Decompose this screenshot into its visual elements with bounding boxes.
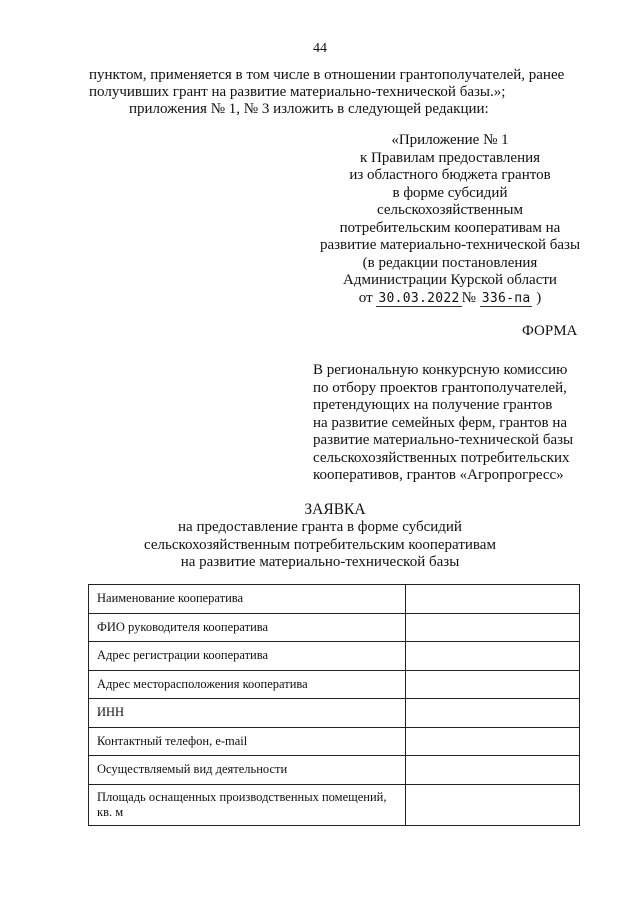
appendix-header bbox=[300, 132, 600, 307]
row-label: Адрес регистрации кооператива bbox=[89, 642, 406, 671]
table-row bbox=[89, 642, 580, 671]
appendix-line: «Приложение № 1 bbox=[391, 132, 509, 148]
appendix-date-line bbox=[300, 290, 600, 308]
addressee-line: претендующих на получение грантов bbox=[313, 397, 553, 413]
row-value bbox=[405, 613, 579, 642]
appendix-line: к Правилам предоставления bbox=[359, 149, 541, 166]
appendix-line: из областного бюджета грантов bbox=[349, 167, 551, 183]
row-value bbox=[405, 585, 579, 614]
appendix-line: сельскохозяйственным bbox=[377, 202, 523, 218]
addressee-line: кооперативов, грантов «Агропрогресс» bbox=[313, 467, 564, 483]
number-sign: № bbox=[461, 289, 476, 306]
row-label: Площадь оснащенных производственных помещений, кв. м bbox=[89, 784, 406, 825]
title-line: на предоставление гранта в форме субсидий bbox=[178, 519, 462, 535]
forma-label: ФОРМА bbox=[522, 323, 578, 339]
row-value bbox=[405, 784, 579, 825]
row-value bbox=[405, 670, 579, 699]
intro-line-2: получивших грант на развитие материально-технической базы.»; bbox=[89, 84, 506, 100]
intro-line-1: пунктом, применяется в том числе в отношении грантополучателей, ранее bbox=[89, 67, 565, 83]
appendix-line: Администрации Курской области bbox=[343, 272, 557, 288]
row-label: Адрес месторасположения кооператива bbox=[89, 670, 406, 699]
application-title bbox=[0, 500, 640, 572]
table-row bbox=[89, 699, 580, 728]
table-row bbox=[89, 756, 580, 785]
table-row bbox=[89, 670, 580, 699]
table-row bbox=[89, 784, 580, 825]
intro-line-3: приложения № 1, № 3 изложить в следующей редакции: bbox=[129, 101, 489, 117]
date-prefix: от bbox=[358, 289, 373, 306]
table-row bbox=[89, 727, 580, 756]
title-heading: ЗАЯВКА bbox=[304, 501, 366, 518]
addressee-line: В региональную конкурсную комиссию bbox=[313, 362, 568, 378]
row-value bbox=[405, 727, 579, 756]
closing-paren: ) bbox=[536, 289, 542, 306]
appendix-line: в форме субсидий bbox=[392, 184, 508, 201]
addressee-line: сельскохозяйственных потребительских bbox=[313, 449, 570, 466]
addressee-line: развитие материально-технической базы bbox=[313, 432, 574, 448]
row-label: ФИО руководителя кооператива bbox=[89, 613, 406, 642]
row-value bbox=[405, 756, 579, 785]
appendix-line: потребительским кооперативам на bbox=[339, 219, 561, 236]
title-line: сельскохозяйственным потребительским кооперативам bbox=[144, 536, 496, 553]
addressee-block bbox=[313, 362, 613, 485]
table-row bbox=[89, 613, 580, 642]
page-number: 44 bbox=[313, 41, 327, 56]
addressee-line: по отбору проектов грантополучателей, bbox=[313, 379, 567, 396]
row-label: Контактный телефон, e-mail bbox=[89, 727, 406, 756]
row-label: Осуществляемый вид деятельности bbox=[89, 756, 406, 785]
row-label: Наименование кооператива bbox=[89, 585, 406, 614]
application-table bbox=[88, 584, 580, 826]
decree-number: 336-па bbox=[481, 290, 531, 306]
decree-date: 30.03.2022 bbox=[378, 290, 460, 306]
row-value bbox=[405, 699, 579, 728]
addressee-line: на развитие семейных ферм, грантов на bbox=[313, 414, 568, 431]
appendix-line: (в редакции постановления bbox=[362, 254, 538, 271]
appendix-line: развитие материально-технической базы bbox=[319, 237, 581, 253]
row-label: ИНН bbox=[89, 699, 406, 728]
row-value bbox=[405, 642, 579, 671]
title-line: на развитие материально-технической базы bbox=[180, 554, 460, 570]
table-row bbox=[89, 585, 580, 614]
